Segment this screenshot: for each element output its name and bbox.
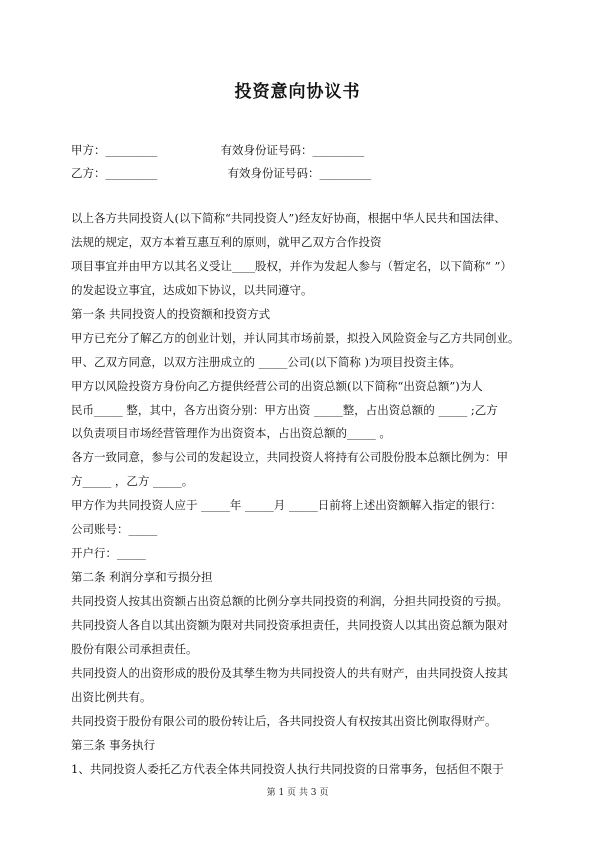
- body-line: 以上各方共同投资人(以下简称“共同投资人”)经友好协商，根据中华人民共和国法律、: [71, 211, 506, 225]
- body-line: 民币_____ 整，其中，各方出资分别：甲方出资 _____整，占出资总额的 _____ ;乙方: [71, 403, 498, 417]
- section-heading: 第二条 利润分享和亏损分担: [71, 570, 213, 584]
- body-line: 法规的规定，双方本着互惠互利的原则，就甲乙双方合作投资: [71, 235, 382, 249]
- body-line: 以负责项目市场经营管理作为出资资本，占出资总额的_____ 。: [71, 426, 391, 440]
- body-line: 1、共同投资人委托乙方代表全体共同投资人执行共同投资的日常事务，包括但不限于: [71, 762, 504, 776]
- body-line: 甲、乙双方同意，以双方注册成立的 _____公司(以下简称 )为项目投资主体。: [71, 355, 462, 369]
- bank-line: 开户行：_____: [71, 546, 146, 560]
- body-line: 的发起设立事宜，达成如下协议，以共同遵守。: [71, 283, 313, 297]
- page-number: 第 1 页 共 3 页: [266, 788, 329, 798]
- body-line: 共同投资人的出资形成的股份及其孳生物为共同投资人的共有财产，由共同投资人按其: [71, 666, 508, 680]
- body-line: 方_____ ，乙方 _____。: [71, 474, 194, 488]
- body-line: 甲方已充分了解乙方的创业计划，并认同其市场前景，拟投入风险资金与乙方共同创业。: [71, 331, 520, 345]
- body-line: 共同投资人按其出资额占出资总额的比例分享共同投资的利润，分担共同投资的亏损。: [71, 594, 508, 608]
- body-line: 股份有限公司承担责任。: [71, 642, 198, 656]
- document-title: 投资意向协议书: [234, 82, 361, 102]
- party-b-row: [71, 166, 371, 180]
- body-line: 甲方以风险投资方身份向乙方提供经营公司的出资总额(以下简称“出资总额”)为人: [71, 379, 483, 393]
- body-line: 甲方作为共同投资人应于 _____年 _____月 _____日前将上述出资额解入指定的银行：: [71, 498, 502, 512]
- body-line: 出资比例共有。: [71, 690, 152, 704]
- body-line: 项目事宜并由甲方以其名义受让____股权，并作为发起人参与（暂定名，以下简称“ ”）: [71, 259, 512, 273]
- party-b-name-field: 乙方：_________: [71, 166, 158, 180]
- section-heading: 第一条 共同投资人的投资额和投资方式: [71, 307, 271, 321]
- body-line: 共同投资于股份有限公司的股份转让后，各共同投资人有权按其出资比例取得财产。: [71, 714, 497, 728]
- party-a-id-field: 有效身份证号码：_________: [220, 143, 365, 157]
- party-b-id-field: 有效身份证号码：_________: [227, 166, 372, 180]
- body-line: 共同投资人各自以其出资额为限对共同投资承担责任，共同投资人以其出资总额为限对: [71, 618, 508, 632]
- account-number-line: 公司账号：_____: [71, 522, 158, 536]
- party-a-name-field: 甲方：_________: [71, 143, 158, 157]
- section-heading: 第三条 事务执行: [71, 738, 156, 752]
- body-line: 各方一致同意，参与公司的发起设立，共同投资人将持有公司股份股本总额比例为：甲: [71, 450, 508, 464]
- party-a-row: [71, 143, 364, 157]
